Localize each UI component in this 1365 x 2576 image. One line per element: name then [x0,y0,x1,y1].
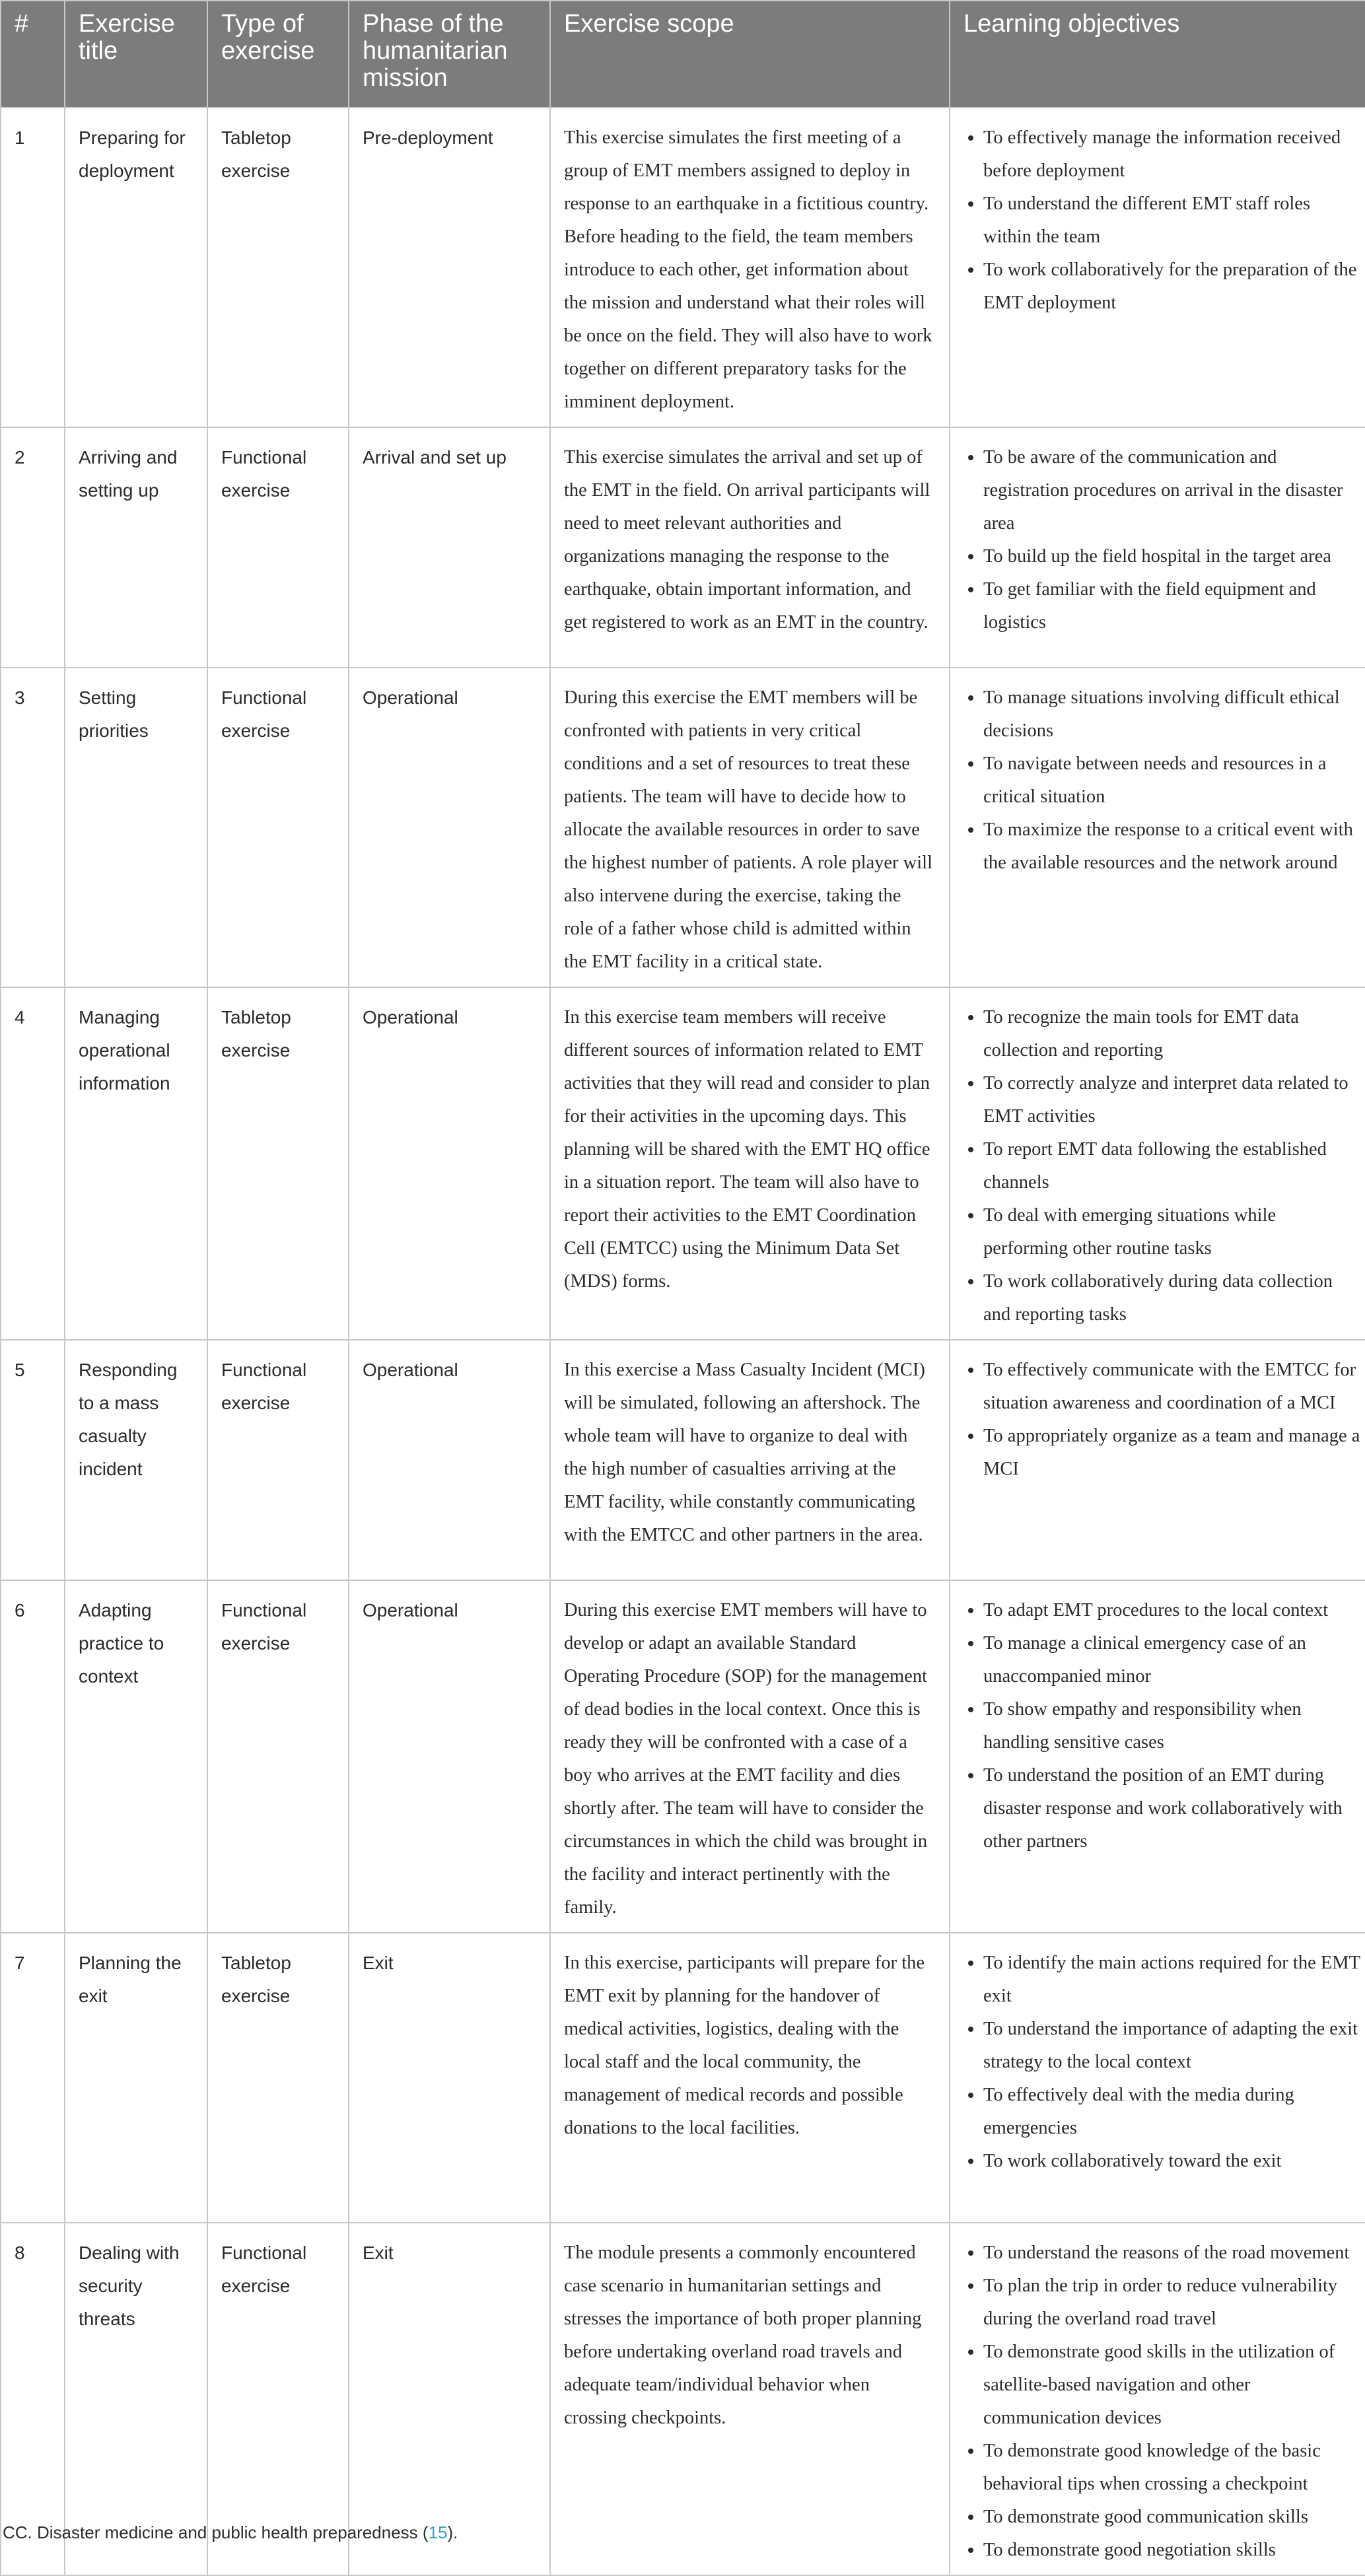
mission-phase: Operational [349,987,550,1340]
exercise-scope: During this exercise the EMT members will be confronted with patients in very critical conditions and a set of resources to treat these patients. The team will have to decide how to allocate the available resources in order to save the highest number of patients. A role player will also intervene during the exercise, taking the role of a father whose child is admitted within the EMT facility in a critical state. [550,668,950,987]
objective-item: • To effectively deal with the media during emergencies [983,2079,1361,2145]
objective-item: • To demonstrate good skills in the utilization of satellite-based navigation and other communication devices [983,2336,1361,2435]
row-number: 1 [1,108,65,427]
objectives-list [950,2237,1361,2567]
objective-item: • To plan the trip in order to reduce vulnerability during the overland road travel [983,2270,1361,2336]
objective-item: • To recognize the main tools for EMT data collection and reporting [983,1001,1361,1067]
objective-item: • To report EMT data following the established channels [983,1133,1361,1199]
mission-phase: Arrival and set up [349,427,550,668]
objective-item: • To effectively manage the information received before deployment [983,122,1361,188]
objective-item: • To deal with emerging situations while performing other routine tasks [983,1199,1361,1265]
objective-item: • To manage situations involving difficult ethical decisions [983,681,1361,748]
footnote-reference-link[interactable]: 15 [428,2523,448,2542]
exercise-type: Tabletop exercise [207,108,349,427]
objectives-list [950,681,1361,880]
learning-objectives [950,108,1365,427]
objective-item: • To manage a clinical emergency case of an unaccompanied minor [983,1627,1361,1693]
mission-phase: Operational [349,1340,550,1580]
exercise-title: Responding to a mass casualty incident [65,1340,207,1580]
exercise-title: Preparing for deployment [65,108,207,427]
table-row [1,987,1365,1340]
row-number: 5 [1,1340,65,1580]
col-header-number: # [1,1,65,108]
objective-item: • To demonstrate good communication skills [983,2501,1361,2534]
row-number: 4 [1,987,65,1340]
table-row [1,1580,1365,1933]
col-header-learning-objectives: Learning objectives [950,1,1365,108]
objective-item: • To maximize the response to a critical event with the available resources and the network around [983,814,1361,880]
mission-phase: Exit [349,2223,550,2575]
exercise-scope: This exercise simulates the first meeting of a group of EMT members assigned to deploy in response to an earthquake in a fictitious country. Before heading to the field, the team members introduce to each other, get information about the mission and understand what their roles will be once on the field. They will also have to work together on different preparatory tasks for the imminent deployment. [550,108,950,427]
objectives-list [950,122,1361,320]
learning-objectives [950,2223,1365,2575]
exercise-scope: The module presents a commonly encountered case scenario in humanitarian settings and stresses the importance of both proper planning before undertaking overland road travels and adequate team/individual behavior when crossing checkpoints. [550,2223,950,2575]
table-footnote [3,2523,458,2543]
exercise-scope: In this exercise a Mass Casualty Incident (MCI) will be simulated, following an aftershock. The whole team will have to organize to deal with the high number of casualties arriving at the EMT facility, while constantly communicating with the EMTCC and other partners in the area. [550,1340,950,1580]
mission-phase: Exit [349,1933,550,2223]
exercise-title: Arriving and setting up [65,427,207,668]
exercise-type: Functional exercise [207,2223,349,2575]
mission-phase: Operational [349,1580,550,1933]
row-number: 6 [1,1580,65,1933]
table-row [1,1340,1365,1580]
mission-phase: Operational [349,668,550,987]
exercise-scope: This exercise simulates the arrival and set up of the EMT in the field. On arrival participants will need to meet relevant authorities and organizations managing the response to the earthquake, obtain important information, and get registered to work as an EMT in the country. [550,427,950,668]
learning-objectives [950,1340,1365,1580]
objective-item: • To correctly analyze and interpret data related to EMT activities [983,1067,1361,1133]
objective-item: • To effectively communicate with the EMTCC for situation awareness and coordination of a MCI [983,1354,1361,1420]
col-header-exercise-title: Exercise title [65,1,207,108]
row-number: 7 [1,1933,65,2223]
objective-item: • To work collaboratively for the preparation of the EMT deployment [983,254,1361,320]
objective-item: • To appropriately organize as a team and manage a MCI [983,1420,1361,1486]
row-number: 2 [1,427,65,668]
objectives-list [950,441,1361,639]
objective-item: • To understand the importance of adapting the exit strategy to the local context [983,2013,1361,2079]
learning-objectives [950,987,1365,1340]
footnote-close: ). [447,2523,458,2542]
col-header-phase: Phase of the humanitarian mission [349,1,550,108]
learning-objectives [950,1933,1365,2223]
mission-phase: Pre-deployment [349,108,550,427]
objective-item: • To adapt EMT procedures to the local context [983,1594,1361,1627]
learning-objectives [950,1580,1365,1933]
exercise-scope: During this exercise EMT members will have to develop or adapt an available Standard Operating Procedure (SOP) for the management of dead bodies in the local context. Once this is ready they will be confronted with a case of a boy who arrives at the EMT facility and dies shortly after. The team will have to consider the circumstances in which the child was brought in the facility and interact pertinently with the family. [550,1580,950,1933]
objective-item: • To understand the reasons of the road movement [983,2237,1361,2270]
exercise-type: Tabletop exercise [207,1933,349,2223]
table-row [1,1933,1365,2223]
table-row [1,427,1365,668]
objective-item: • To build up the field hospital in the target area [983,540,1361,573]
objective-item: • To be aware of the communication and registration procedures on arrival in the disaster area [983,441,1361,540]
learning-objectives [950,668,1365,987]
objective-item: • To identify the main actions required for the EMT exit [983,1947,1361,2013]
objectives-list [950,1594,1361,1858]
objective-item: • To work collaboratively toward the exit [983,2145,1361,2178]
exercise-scope: In this exercise team members will receive different sources of information related to EMT activities that they will read and consider to plan for their activities in the upcoming days. This planning will be shared with the EMT HQ office in a situation report. The team will also have to report their activities to the EMT Coordination Cell (EMTCC) using the Minimum Data Set (MDS) forms. [550,987,950,1340]
objective-item: • To show empathy and responsibility when handling sensitive cases [983,1693,1361,1759]
exercise-type: Functional exercise [207,1340,349,1580]
objective-item: • To work collaboratively during data collection and reporting tasks [983,1265,1361,1331]
objective-item: • To demonstrate good negotiation skills [983,2534,1361,2567]
exercise-type: Functional exercise [207,427,349,668]
col-header-type-of-exercise: Type of exercise [207,1,349,108]
objective-item: • To navigate between needs and resources in a critical situation [983,748,1361,814]
exercise-type: Tabletop exercise [207,987,349,1340]
table-row [1,668,1365,987]
table-row [1,108,1365,427]
objective-item: • To understand the different EMT staff roles within the team [983,188,1361,254]
exercise-title: Planning the exit [65,1933,207,2223]
col-header-exercise-scope: Exercise scope [550,1,950,108]
objectives-list [950,1947,1361,2178]
objective-item: • To get familiar with the field equipment and logistics [983,573,1361,639]
objectives-list [950,1354,1361,1486]
objective-item: • To demonstrate good knowledge of the basic behavioral tips when crossing a checkpoint [983,2435,1361,2501]
row-number: 3 [1,668,65,987]
exercise-type: Functional exercise [207,668,349,987]
learning-objectives [950,427,1365,668]
exercise-type: Functional exercise [207,1580,349,1933]
footnote-text: CC. Disaster medicine and public health preparedness ( [3,2523,429,2542]
exercise-scope: In this exercise, participants will prepare for the EMT exit by planning for the handover of medical activities, logistics, dealing with the local staff and the local community, the management of medical records and possible donations to the local facilities. [550,1933,950,2223]
exercise-title: Setting priorities [65,668,207,987]
table-header-row [1,1,1365,108]
exercise-title: Adapting practice to context [65,1580,207,1933]
objective-item: • To understand the position of an EMT during disaster response and work collaboratively with other partners [983,1759,1361,1858]
exercise-title: Dealing with security threats [65,2223,207,2575]
exercise-title: Managing operational information [65,987,207,1340]
row-number: 8 [1,2223,65,2575]
objectives-list [950,1001,1361,1331]
